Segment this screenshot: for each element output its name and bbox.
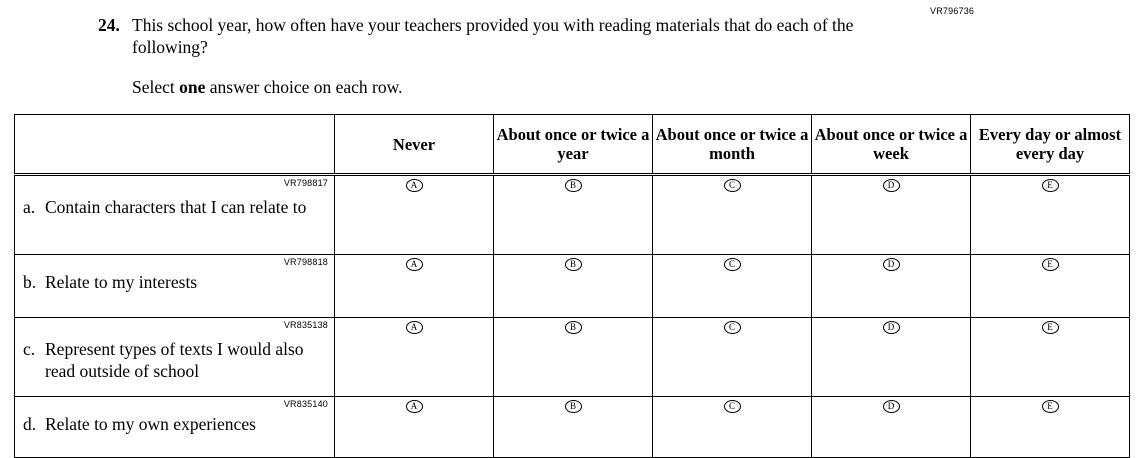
option-d-week[interactable]	[812, 397, 971, 458]
response-matrix	[14, 114, 1130, 458]
row-letter-b: b.	[23, 272, 37, 292]
bubble-d[interactable]: D	[883, 321, 900, 334]
row-code-c: VR835138	[283, 320, 328, 330]
option-d-never[interactable]	[335, 397, 494, 458]
bubble-a[interactable]: A	[406, 400, 423, 413]
table-row	[15, 255, 1130, 318]
row-code-b: VR798818	[283, 257, 328, 267]
row-stem-b	[15, 255, 335, 318]
option-a-year[interactable]	[494, 175, 653, 255]
bubble-e[interactable]: E	[1042, 258, 1059, 271]
bubble-a[interactable]: A	[406, 179, 423, 192]
column-header-once-twice-year: About once or twice a year	[494, 115, 653, 175]
option-b-never[interactable]	[335, 255, 494, 318]
option-c-month[interactable]	[653, 318, 812, 397]
bubble-d[interactable]: D	[883, 258, 900, 271]
question-block	[98, 14, 918, 98]
row-code-d: VR835140	[283, 399, 328, 409]
matrix-corner-cell	[15, 115, 335, 175]
bubble-c[interactable]: C	[724, 258, 741, 271]
instruction-emphasis: one	[179, 77, 206, 97]
column-header-never: Never	[335, 115, 494, 175]
row-text-b: Relate to my interests	[45, 272, 198, 292]
question-row	[98, 14, 918, 58]
question-instruction	[132, 76, 918, 98]
option-b-daily[interactable]	[971, 255, 1130, 318]
bubble-a[interactable]: A	[406, 321, 423, 334]
row-text-c: Represent types of texts I would also read outside of school	[45, 339, 304, 381]
bubble-b[interactable]: B	[565, 400, 582, 413]
row-letter-a: a.	[23, 197, 36, 217]
row-stem-a	[15, 175, 335, 255]
row-letter-c: c.	[23, 339, 36, 359]
bubble-a[interactable]: A	[406, 258, 423, 271]
option-d-daily[interactable]	[971, 397, 1130, 458]
table-row	[15, 397, 1130, 458]
bubble-b[interactable]: B	[565, 258, 582, 271]
bubble-e[interactable]: E	[1042, 179, 1059, 192]
bubble-d[interactable]: D	[883, 179, 900, 192]
bubble-b[interactable]: B	[565, 179, 582, 192]
option-a-daily[interactable]	[971, 175, 1130, 255]
bubble-d[interactable]: D	[883, 400, 900, 413]
row-letter-d: d.	[23, 414, 37, 434]
question-text: This school year, how often have your teachers provided you with reading materials that do each of the following?	[132, 15, 854, 57]
row-code-a: VR798817	[283, 178, 328, 188]
table-row	[15, 318, 1130, 397]
bubble-c[interactable]: C	[724, 321, 741, 334]
option-b-year[interactable]	[494, 255, 653, 318]
row-text-a: Contain characters that I can relate to	[45, 197, 307, 217]
option-c-daily[interactable]	[971, 318, 1130, 397]
option-b-month[interactable]	[653, 255, 812, 318]
option-c-never[interactable]	[335, 318, 494, 397]
question-number: 24.	[98, 15, 120, 35]
instruction-post: answer choice on each row.	[205, 77, 403, 97]
option-a-month[interactable]	[653, 175, 812, 255]
bubble-e[interactable]: E	[1042, 321, 1059, 334]
column-header-once-twice-week: About once or twice a week	[812, 115, 971, 175]
column-header-every-day: Every day or almost every day	[971, 115, 1130, 175]
bubble-c[interactable]: C	[724, 179, 741, 192]
bubble-b[interactable]: B	[565, 321, 582, 334]
bubble-e[interactable]: E	[1042, 400, 1059, 413]
table-row	[15, 175, 1130, 255]
bubble-c[interactable]: C	[724, 400, 741, 413]
column-header-once-twice-month: About once or twice a month	[653, 115, 812, 175]
matrix-header-row	[15, 115, 1130, 175]
item-code: VR796736	[930, 6, 975, 16]
option-c-week[interactable]	[812, 318, 971, 397]
option-a-never[interactable]	[335, 175, 494, 255]
row-stem-d	[15, 397, 335, 458]
option-a-week[interactable]	[812, 175, 971, 255]
option-b-week[interactable]	[812, 255, 971, 318]
row-stem-c	[15, 318, 335, 397]
option-d-month[interactable]	[653, 397, 812, 458]
row-text-d: Relate to my own experiences	[45, 414, 256, 434]
option-c-year[interactable]	[494, 318, 653, 397]
instruction-pre: Select	[132, 77, 180, 97]
option-d-year[interactable]	[494, 397, 653, 458]
